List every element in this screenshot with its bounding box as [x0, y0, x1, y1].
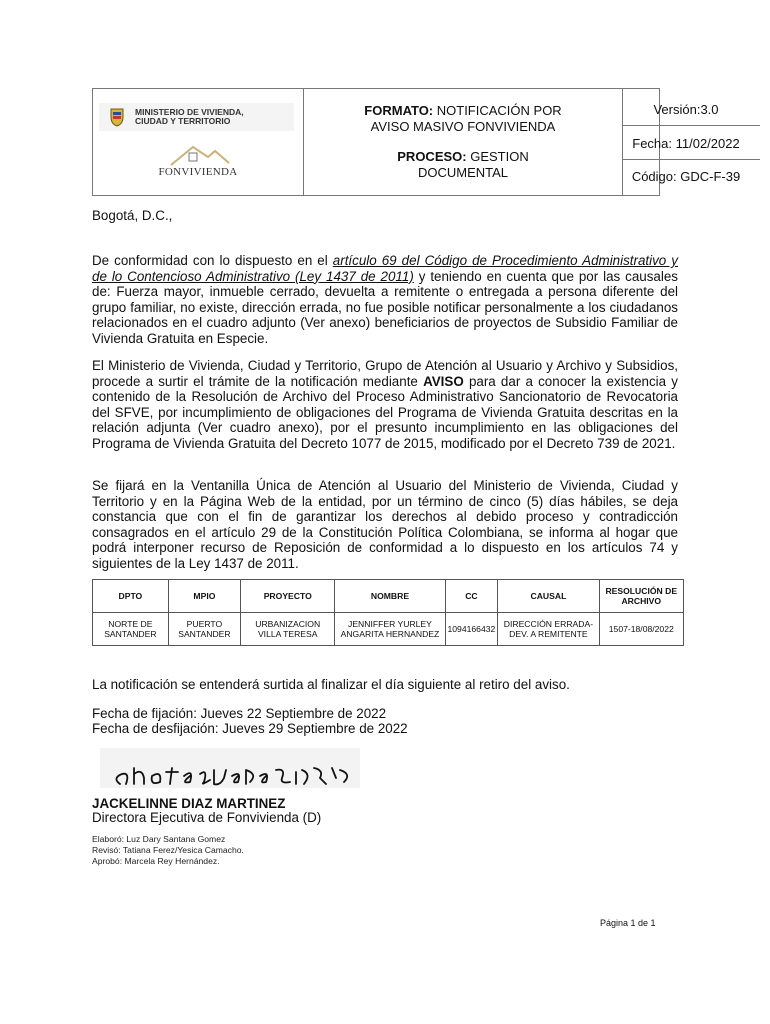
signer-name: JACKELINNE DIAZ MARTINEZ — [92, 796, 286, 811]
col-mpio: MPIO — [168, 580, 240, 613]
title-cell — [303, 89, 623, 195]
col-dpto: DPTO — [93, 580, 169, 613]
ministry-logo-line2: CIUDAD Y TERRITORIO — [135, 116, 231, 126]
table-header-row — [93, 580, 684, 613]
ministry-logo — [99, 103, 294, 131]
coat-of-arms-icon — [109, 107, 125, 127]
paragraph-3: Se fijará en la Ventanilla Única de Atención al Usuario del Ministerio de Vivienda, Ciudad y Territorio y en la Página Web de la entidad, por un término de cinco (5) días hábiles, se deja constancia que con el fin de garantizar los derechos al debido proceso y contradicción consagrados en el artículo 29 de la Constitución Política Colombiana, se informa al hogar que podrá interponer recurso de Reposición de conformidad a lo dispuesto en los artículos 74 y siguientes de la Ley 1437 de 2011. — [92, 478, 678, 571]
cell-causal: DIRECCIÓN ERRADA-DEV. A REMITENTE — [498, 613, 599, 646]
ministry-logo-line1: MINISTERIO DE VIVIENDA, — [135, 107, 244, 117]
formato-label: FORMATO: — [364, 103, 434, 118]
col-causal: CAUSAL — [498, 580, 599, 613]
cell-resolucion: 1507-18/08/2022 — [599, 613, 683, 646]
formato-value: NOTIFICACIÓN POR — [433, 103, 562, 118]
table-row — [93, 613, 684, 646]
formato-value-line2: AVISO MASIVO FONVIVIENDA — [370, 119, 556, 134]
meta-cell — [623, 89, 761, 195]
house-roof-icon — [153, 139, 243, 167]
cell-cc: 1094166432 — [445, 613, 498, 646]
aprobo-credit: Aprobó: Marcela Rey Hernández. — [92, 856, 220, 866]
col-cc: CC — [445, 580, 498, 613]
proceso-title — [303, 149, 623, 181]
page-number: Página 1 de 1 — [600, 918, 656, 928]
col-nombre: NOMBRE — [335, 580, 445, 613]
fixation-date: Fecha de fijación: Jueves 22 Septiembre de 2022 — [92, 706, 387, 721]
paragraph-2-rest: para dar a conocer la existencia y contenido de la Resolución de Archivo del Proceso Administrativo Sancionatorio de Revocatoria del SFVE, por incumplimiento de obligaciones del Programa de Vivienda Gratuita descritas en la relación adjunta (Ver cuadro anexo), por el presunto incumplimiento en las obligaciones del Programa de Vivienda Gratuita del Decreto 1077 de 2015, modificado por el Decreto 739 de 2021. — [92, 373, 678, 451]
law-reference-link: artículo 69 del Código de Procedimiento Administrativo y de lo Contencioso Administrativo (Ley 1437 de 2011) — [92, 253, 678, 284]
meta-divider-1 — [622, 125, 760, 126]
elaboro-credit: Elaboró: Luz Dary Santana Gomez — [92, 834, 226, 844]
logo-cell — [93, 89, 304, 195]
date-text: Fecha: 11/02/2022 — [632, 136, 740, 151]
cell-mpio: PUERTO SANTANDER — [168, 613, 240, 646]
signer-role: Directora Ejecutiva de Fonvivienda (D) — [92, 810, 322, 825]
document-header — [92, 88, 741, 196]
paragraph-1-rest: y teniendo en cuenta que por las causales de: Fuerza mayor, inmueble cerrado, devuelta a remitente o entregada a persona diferente del grupo familiar, no existe, dirección errada, no fue posible notificar personalmente a los ciudadanos relacionados en el cuadro adjunto (Ver anexo) beneficiarios de proyectos de Subsidio Familiar de Vivienda Gratuita en Especie. — [92, 268, 678, 346]
meta-divider-2 — [622, 159, 760, 160]
paragraph-2-intro: El Ministerio de Vivienda, Ciudad y Territorio, Grupo de Atención al Usuario y Archivo y Subsidios, procede a surtir el trámite de la notificación mediante — [92, 358, 678, 389]
paragraph-1 — [92, 253, 678, 346]
proceso-value: GESTION — [466, 149, 529, 164]
code-text: Código: GDC-F-39 — [631, 169, 741, 184]
paragraph-1-intro: De conformidad con lo dispuesto en el — [92, 253, 333, 268]
cell-nombre: JENNIFFER YURLEY ANGARITA HERNANDEZ — [335, 613, 445, 646]
formato-title — [303, 103, 623, 135]
paragraph-4: La notificación se entenderá surtida al finalizar el día siguiente al retiro del aviso. — [92, 677, 570, 692]
city-line: Bogotá, D.C., — [92, 208, 173, 223]
beneficiaries-table — [92, 579, 684, 646]
aviso-bold: AVISO — [423, 373, 464, 389]
proceso-label: PROCESO: — [397, 149, 467, 164]
fonvivienda-wordmark: FONVIVIENDA — [158, 166, 238, 178]
version-text: Versión:3.0 — [653, 102, 719, 117]
col-proyecto: PROYECTO — [241, 580, 335, 613]
cell-proyecto: URBANIZACION VILLA TERESA — [241, 613, 335, 646]
handwritten-signature — [100, 748, 360, 796]
reviso-credit: Revisó: Tatiana Ferez/Yesica Camacho. — [92, 845, 244, 855]
paragraph-2 — [92, 358, 678, 451]
ministry-logo-text — [135, 108, 244, 126]
cell-dpto: NORTE DE SANTANDER — [93, 613, 169, 646]
unfixation-date: Fecha de desfijación: Jueves 29 Septiembre de 2022 — [92, 721, 408, 736]
col-resolucion: RESOLUCIÓN DE ARCHIVO — [599, 580, 683, 613]
proceso-value-line2: DOCUMENTAL — [417, 165, 509, 180]
fonvivienda-logo — [153, 139, 243, 183]
